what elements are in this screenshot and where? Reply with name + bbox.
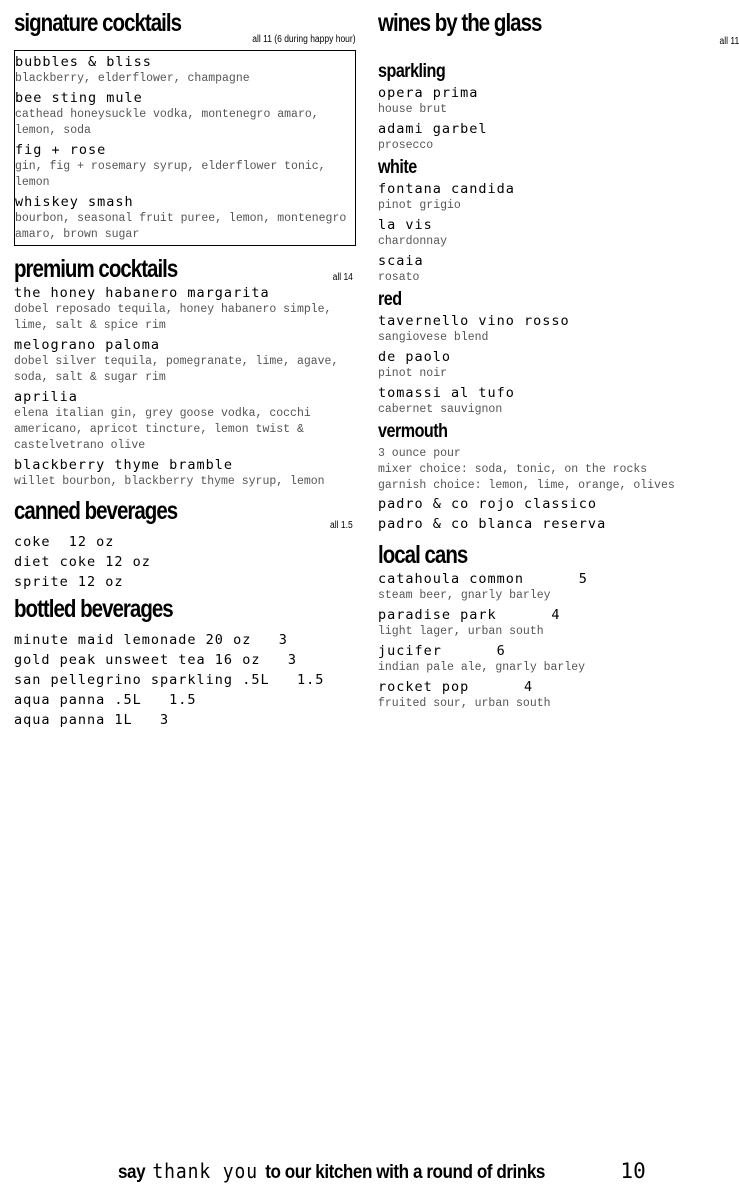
menu-item bbox=[378, 216, 723, 250]
canned-beverages-section bbox=[14, 496, 359, 531]
item-description: cathead honeysuckle vodka, montenegro amaro, lemon, soda bbox=[15, 108, 319, 137]
item-name: de paolo bbox=[378, 349, 452, 365]
section-title: wines by the glass bbox=[378, 9, 542, 37]
footer-text-thank-you: thank you bbox=[152, 1159, 259, 1183]
item-name: adami garbel bbox=[378, 121, 488, 137]
item-name: the honey habanero margarita bbox=[14, 285, 270, 301]
local-cans-list bbox=[378, 570, 723, 712]
menu-item bbox=[378, 252, 723, 286]
item-name: bee sting mule bbox=[15, 90, 143, 106]
item-name: scaia bbox=[378, 253, 424, 269]
price-note: all 1.5 bbox=[330, 520, 353, 531]
item-name: tavernello vino rosso bbox=[378, 313, 570, 329]
menu-item bbox=[15, 89, 355, 139]
footer-message bbox=[118, 1159, 545, 1184]
canned-beverages-list bbox=[14, 532, 359, 592]
footer-text-rest: to our kitchen with a round of drinks bbox=[265, 1162, 545, 1183]
list-item: diet coke 12 oz bbox=[14, 554, 151, 570]
menu-item bbox=[378, 678, 723, 712]
item-description: rosato bbox=[378, 271, 420, 284]
list-item: gold peak unsweet tea 16 oz 3 bbox=[14, 652, 297, 668]
menu-item bbox=[378, 570, 723, 604]
menu-item bbox=[378, 120, 723, 154]
page-number: 10 bbox=[620, 1159, 646, 1183]
premium-cocktails-list bbox=[14, 284, 359, 490]
item-description: light lager, urban south bbox=[378, 625, 544, 638]
menu-item bbox=[15, 141, 355, 191]
item-name: tomassi al tufo bbox=[378, 385, 515, 401]
red-list bbox=[378, 312, 723, 418]
signature-cocktails-section bbox=[14, 8, 359, 45]
item-description: cabernet sauvignon bbox=[378, 403, 503, 416]
note-line: garnish choice: lemon, lime, orange, olives bbox=[378, 479, 675, 492]
item-name: aprilia bbox=[14, 389, 78, 405]
item-description: house brut bbox=[378, 103, 448, 116]
subsection-title: vermouth bbox=[378, 421, 448, 442]
menu-item bbox=[378, 606, 723, 640]
right-column bbox=[378, 0, 739, 714]
section-title: local cans bbox=[378, 541, 468, 569]
item-description: sangiovese blend bbox=[378, 331, 489, 344]
list-item: padro & co rojo classico bbox=[378, 496, 598, 512]
list-item: aqua panna .5L 1.5 bbox=[14, 692, 197, 708]
premium-cocktails-section bbox=[14, 254, 359, 284]
item-description: elena italian gin, grey goose vodka, cocchi americano, apricot tincture, lemon twist & castelvetrano olive bbox=[14, 407, 311, 452]
sparkling-list bbox=[378, 84, 723, 154]
menu-item bbox=[15, 193, 355, 243]
item-description: bourbon, seasonal fruit puree, lemon, montenegro amaro, brown sugar bbox=[15, 212, 347, 241]
price-note: all 11 bbox=[719, 36, 739, 47]
menu-item bbox=[378, 312, 723, 346]
item-description: pinot noir bbox=[378, 367, 448, 380]
item-description: chardonnay bbox=[378, 235, 448, 248]
item-description: willet bourbon, blackberry thyme syrup, lemon bbox=[14, 475, 325, 488]
section-title: premium cocktails bbox=[14, 255, 178, 283]
vermouth-list bbox=[378, 494, 723, 534]
section-title: canned beverages bbox=[14, 497, 178, 525]
item-description: dobel silver tequila, pomegranate, lime, agave, soda, salt & sugar rim bbox=[14, 355, 339, 384]
white-list bbox=[378, 180, 723, 286]
left-column bbox=[14, 0, 359, 730]
item-description: prosecco bbox=[378, 139, 434, 152]
item-description: steam beer, gnarly barley bbox=[378, 589, 551, 602]
vermouth-notes bbox=[378, 446, 723, 494]
item-name: jucifer 6 bbox=[378, 643, 506, 659]
subsection-title: sparkling bbox=[378, 61, 446, 82]
signature-cocktails-box bbox=[14, 50, 356, 246]
item-name: rocket pop 4 bbox=[378, 679, 534, 695]
menu-item bbox=[378, 384, 723, 418]
menu-item bbox=[14, 456, 359, 490]
item-name: catahoula common 5 bbox=[378, 571, 588, 587]
item-name: fig + rose bbox=[15, 142, 107, 158]
menu-item bbox=[14, 336, 359, 386]
footer-text-say: say bbox=[118, 1162, 146, 1183]
list-item: padro & co blanca reserva bbox=[378, 516, 607, 532]
item-name: blackberry thyme bramble bbox=[14, 457, 234, 473]
section-title: signature cocktails bbox=[14, 9, 182, 37]
list-item: sprite 12 oz bbox=[14, 574, 124, 590]
price-note: all 14 bbox=[332, 272, 353, 283]
item-name: whiskey smash bbox=[15, 194, 134, 210]
item-description: blackberry, elderflower, champagne bbox=[15, 72, 250, 85]
menu-item bbox=[378, 84, 723, 118]
list-item: aqua panna 1L 3 bbox=[14, 712, 170, 728]
item-name: fontana candida bbox=[378, 181, 515, 197]
item-name: paradise park 4 bbox=[378, 607, 561, 623]
menu-item bbox=[378, 348, 723, 382]
subsection-title: red bbox=[378, 289, 402, 310]
item-description: dobel reposado tequila, honey habanero simple, lime, salt & spice rim bbox=[14, 303, 332, 332]
item-name: la vis bbox=[378, 217, 433, 233]
note-line: 3 ounce pour bbox=[378, 447, 461, 460]
menu-item bbox=[15, 53, 355, 87]
wines-section bbox=[378, 8, 739, 47]
menu-item bbox=[378, 180, 723, 214]
item-description: pinot grigio bbox=[378, 199, 461, 212]
local-cans-section bbox=[378, 540, 723, 570]
menu-item bbox=[378, 642, 723, 676]
item-description: indian pale ale, gnarly barley bbox=[378, 661, 586, 674]
price-note: all 11 (6 during happy hour) bbox=[252, 34, 356, 45]
item-name: opera prima bbox=[378, 85, 479, 101]
footer bbox=[118, 1159, 718, 1184]
list-item: coke 12 oz bbox=[14, 534, 115, 550]
list-item: minute maid lemonade 20 oz 3 bbox=[14, 632, 288, 648]
menu-item bbox=[14, 284, 359, 334]
subsection-title: white bbox=[378, 157, 417, 178]
item-description: fruited sour, urban south bbox=[378, 697, 551, 710]
item-name: melograno paloma bbox=[14, 337, 161, 353]
list-item: san pellegrino sparkling .5L 1.5 bbox=[14, 672, 325, 688]
section-title: bottled beverages bbox=[14, 595, 173, 623]
bottled-beverages-section bbox=[14, 594, 359, 624]
bottled-beverages-list bbox=[14, 630, 359, 730]
item-description: gin, fig + rosemary syrup, elderflower tonic, lemon bbox=[15, 160, 326, 189]
note-line: mixer choice: soda, tonic, on the rocks bbox=[378, 463, 648, 476]
item-name: bubbles & bliss bbox=[15, 54, 152, 70]
menu-item bbox=[14, 388, 359, 454]
